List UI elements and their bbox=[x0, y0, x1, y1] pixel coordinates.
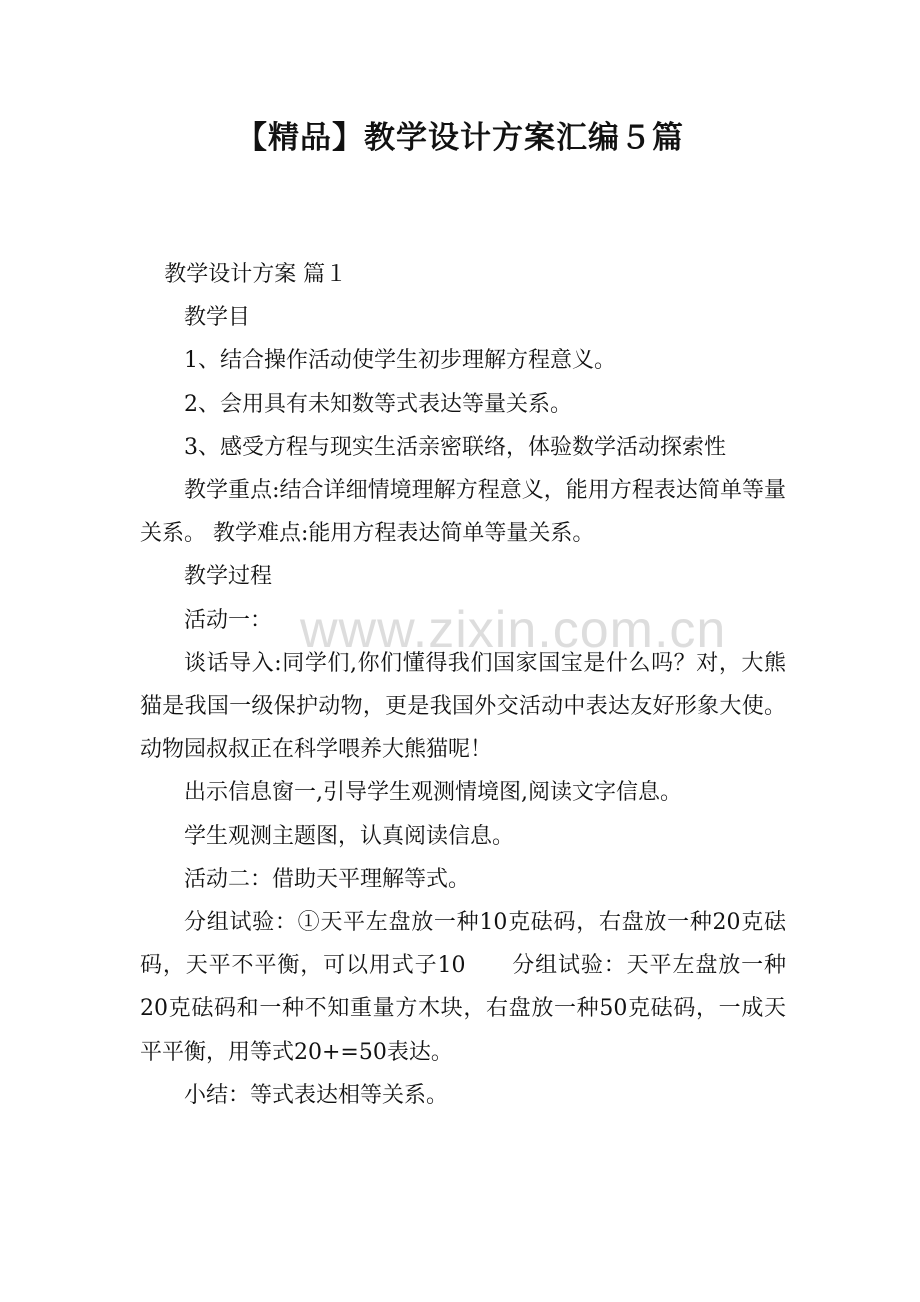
paragraph-objective-1: 1、结合操作活动使学生初步理解方程意义。 bbox=[184, 348, 616, 374]
paragraph-objectives-heading: 教学目 bbox=[184, 305, 251, 331]
paragraph-introduction: 谈话导入:同学们,你们懂得我们国家国宝是什么吗？对，大熊猫是我国一级保护动物，更是我国外交活动中表达友好形象大使。动物园叔叔正在科学喂养大熊猫呢！ bbox=[140, 650, 786, 763]
paragraph-objective-2: 2、会用具有未知数等式表达等量关系。 bbox=[184, 391, 572, 417]
paragraph-observe: 学生观测主题图，认真阅读信息。 bbox=[184, 823, 515, 849]
paragraph-process-heading: 教学过程 bbox=[184, 564, 273, 590]
paragraph-activity-1: 活动一： bbox=[184, 607, 273, 633]
paragraph-objective-3: 3、感受方程与现实生活亲密联络，体验数学活动探索性 bbox=[184, 434, 726, 460]
watermark: www.zixin.com.cn bbox=[300, 601, 727, 659]
paragraph-key-points: 教学重点:结合详细情境理解方程意义，能用方程表达简单等量关系。 教学难点:能用方程表达简单等量关系。 bbox=[140, 478, 786, 547]
section-heading: 教学设计方案 篇１ bbox=[164, 262, 348, 287]
paragraph-summary: 小结：等式表达相等关系。 bbox=[184, 1082, 449, 1108]
paragraph-activity-2: 活动二：借助天平理解等式。 bbox=[184, 866, 471, 892]
document-title: 【精品】教学设计方案汇编５篇 bbox=[236, 120, 684, 156]
paragraph-experiment: 分组试验：①天平左盘放一种10克砝码，右盘放一种20克砝码，天平不平衡，可以用式子10 分组试验：天平左盘放一种20克砝码和一种不知重量方木块，右盘放一种50克砝码，一成天平平衡，用等式20+=50表达。 bbox=[140, 910, 786, 1065]
document-body bbox=[140, 253, 786, 1117]
paragraph-info-window: 出示信息窗一,引导学生观测情境图,阅读文字信息。 bbox=[184, 780, 682, 806]
